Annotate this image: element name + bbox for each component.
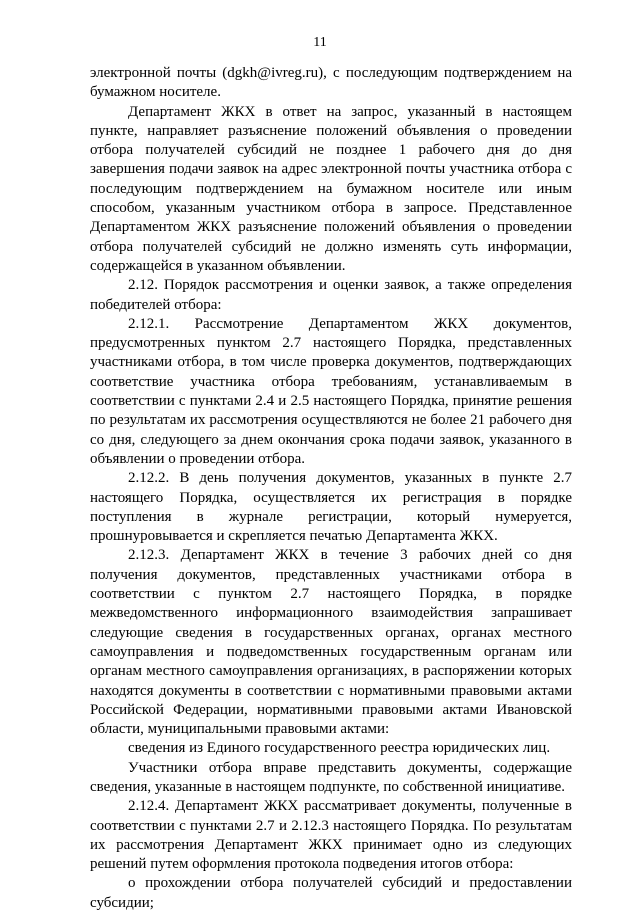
page-number: 11 [313,35,327,50]
paragraph: 2.12.4. Департамент ЖКХ рассматривает документы, полученные в соответствии с пунктами 2.7 и 2.12.3 настоящего Порядка. По результатам их рассмотрения Департамент ЖКХ принимает одно из следующих решений путем оформления протокола подведения итогов отбора: [90,798,572,873]
paragraph: 2.12.1. Рассмотрение Департаментом ЖКХ документов, предусмотренных пунктом 2.7 настоящего Порядка, представленных участниками отбора, в том числе проверка документов, подтверждающих соответствие участника отбора требованиям, устанавливаемым в соответствии с пунктами 2.4 и 2.5 настоящего Порядка, принятие решения по результатам их рассмотрения осуществляются не более 21 рабочего дня со дня, следующего за днем окончания срока подачи заявок, указанного в объявлении о проведении отбора. [90,315,572,467]
paragraph: 2.12.2. В день получения документов, указанных в пункте 2.7 настоящего Порядка, осуществляется их регистрация в порядке поступления в журнале регистрации, который нумеруется, прошнуровывается и скрепляется печатью Департамента ЖКХ. [90,470,572,545]
paragraph: 2.12.3. Департамент ЖКХ в течение 3 рабочих дней со дня получения документов, представленных участниками отбора в соответствии с пунктом 2.7 настоящего Порядка, в порядке межведомственного информационного взаимодействия запрашивает следующие сведения в государственных органах, органах местного самоуправления и подведомственных государственным органам или органам местного самоуправления организациях, в распоряжении которых находятся документы в соответствии с нормативными правовыми актами Российской Федерации, нормативными правовыми актами Ивановской области, муниципальными правовыми актами: [90,547,572,738]
paragraph: электронной почты (dgkh@ivreg.ru), с последующим подтверждением на бумажном носителе. [90,65,572,101]
paragraph: Департамент ЖКХ в ответ на запрос, указанный в настоящем пункте, направляет разъяснение положений объявления о проведении отбора получателей субсидий не позднее 1 рабочего дня до дня завершения подачи заявок на адрес электронной почты участника отбора с последующим подтверждением на бумажном носителе или иным способом, указанным участником отбора в запросе. Представленное Департаментом ЖКХ разъяснение положений объявления о проведении отбора получателей субсидий не должно изменять суть информации, содержащейся в указанном объявлении. [90,103,572,274]
document-body [90,64,572,913]
section-heading-paragraph: 2.12. Порядок рассмотрения и оценки заявок, а также определения победителей отбора: [90,277,572,313]
paragraph: Участники отбора вправе представить документы, содержащие сведения, указанные в настоящем подпункте, по собственной инициативе. [90,759,572,795]
paragraph: о прохождении отбора получателей субсидий и предоставлении субсидии; [90,875,572,911]
paragraph: сведения из Единого государственного реестра юридических лиц. [128,740,551,757]
